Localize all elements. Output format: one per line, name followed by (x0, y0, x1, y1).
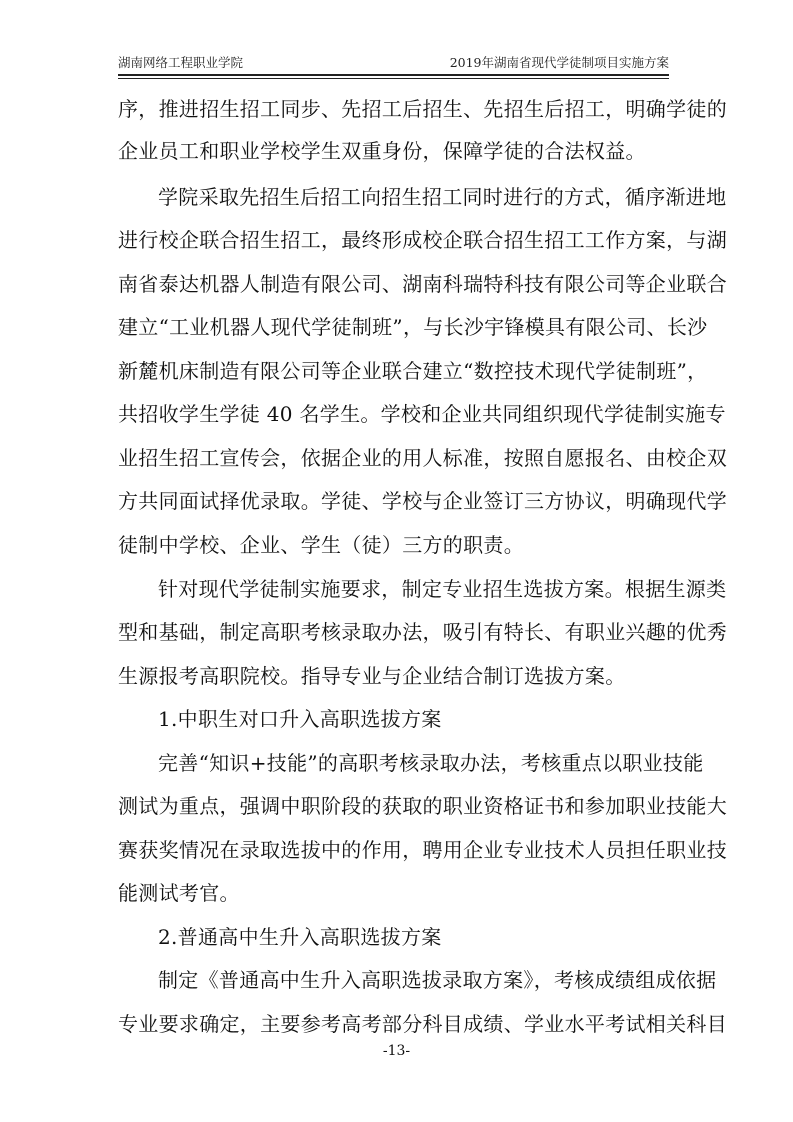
text-line: 赛获奖情况在录取选拔中的作用，聘用企业专业技术人员担任职业技 (118, 838, 727, 862)
text-line: 共招收学生学徒 40 名学生。学校和企业共同组织现代学徒制实施专 (118, 402, 726, 426)
text-line: 新麓机床制造有限公司等企业联合建立“数控技术现代学徒制班”， (118, 359, 708, 383)
page-number: -13- (382, 1043, 411, 1059)
section-heading: 2.普通高中生升入高职选拔方案 (158, 925, 442, 949)
text-line: 企业员工和职业学校学生双重身份，保障学徒的合法权益。 (118, 139, 646, 163)
text-line: 业招生招工宣传会，依据企业的用人标准，按照自愿报名、由校企双 (118, 446, 727, 470)
text-line: 建立“工业机器人现代学徒制班”，与长沙宇锋模具有限公司、长沙 (118, 315, 708, 339)
text-line: 学院采取先招生后招工向招生招工同时进行的方式，循序渐进地 (158, 185, 727, 209)
text-line: 进行校企联合招生招工，最终形成校企联合招生招工工作方案，与湖 (118, 228, 727, 252)
text-line: 测试为重点，强调中职阶段的获取的职业资格证书和参加职业技能大 (118, 794, 727, 818)
text-line: 专业要求确定，主要参考高考部分科目成绩、学业水平考试相关科目 (118, 1012, 727, 1036)
text-line: 制定《普通高中生升入高职选拔录取方案》，考核成绩组成依据 (158, 968, 717, 992)
text-line: 南省泰达机器人制造有限公司、湖南科瑞特科技有限公司等企业联合 (118, 272, 727, 296)
header-rule-thin (118, 78, 669, 79)
header-rule-thick (118, 74, 669, 76)
text-line: 生源报考高职院校。指导专业与企业结合制订选拔方案。 (118, 664, 626, 688)
text-line: 针对现代学徒制实施要求，制定专业招生选拔方案。根据生源类 (158, 577, 727, 601)
text-line: 方共同面试择优录取。学徒、学校与企业签订三方协议，明确现代学 (118, 489, 727, 513)
header-document-title: 2019年湖南省现代学徒制项目实施方案 (449, 55, 669, 70)
text-line: 能测试考官。 (118, 881, 240, 905)
text-line: 型和基础，制定高职考核录取办法，吸引有特长、有职业兴趣的优秀 (118, 620, 727, 644)
text-line: 序，推进招生招工同步、先招工后招生、先招生后招工，明确学徒的 (118, 97, 727, 121)
section-heading: 1.中职生对口升入高职选拔方案 (158, 707, 442, 731)
text-line: 徒制中学校、企业、学生（徒）三方的职责。 (118, 533, 524, 557)
text-line: 完善“知识+技能”的高职考核录取办法，考核重点以职业技能 (158, 751, 704, 775)
header-institution: 湖南网络工程职业学院 (118, 55, 244, 70)
